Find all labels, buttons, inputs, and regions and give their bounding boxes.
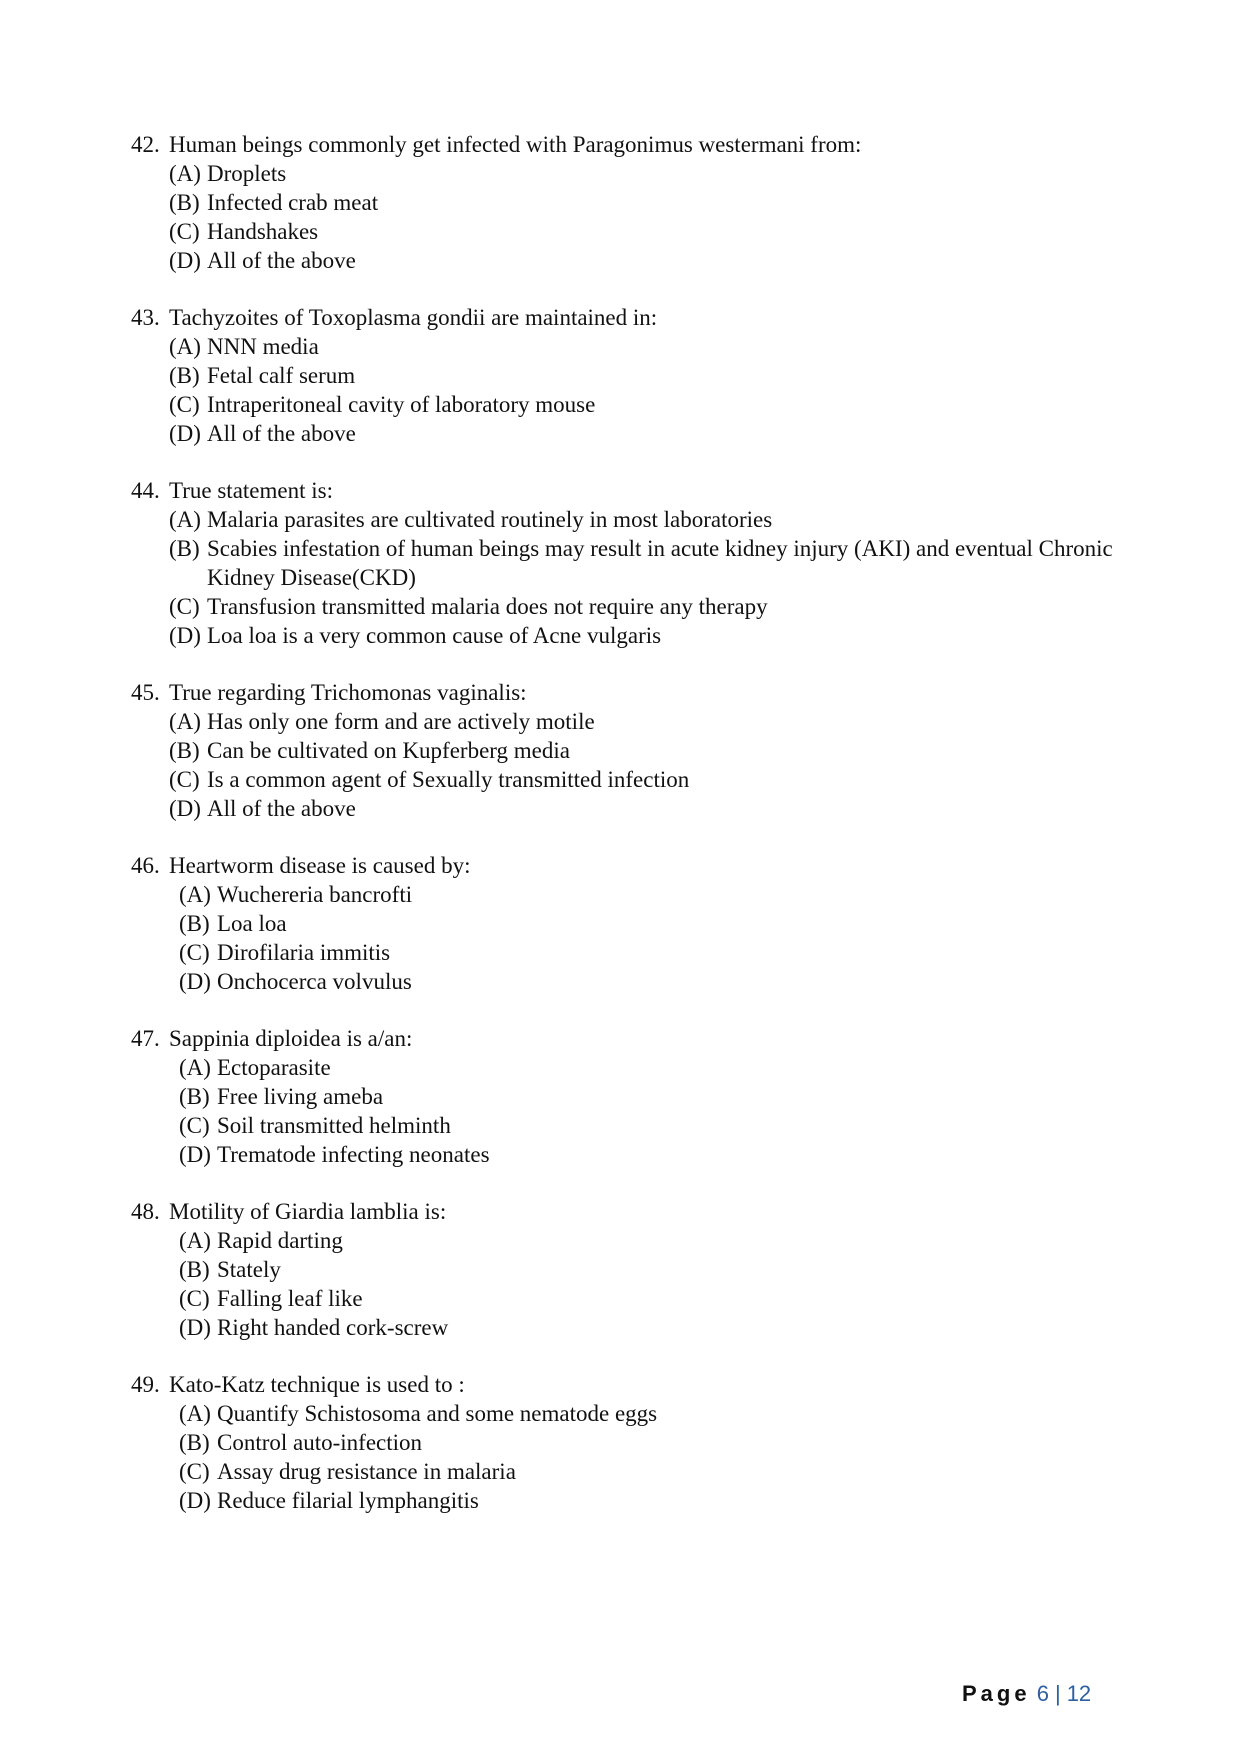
question-text: Kato-Katz technique is used to : — [169, 1372, 465, 1397]
option-letter: (B) — [179, 911, 210, 936]
option-item — [169, 332, 1131, 361]
option-item — [169, 159, 1131, 188]
question-number: 48. — [131, 1199, 160, 1224]
option-letter: (D) — [179, 1142, 211, 1167]
option-text: Stately — [217, 1257, 281, 1282]
option-letter: (B) — [169, 190, 200, 215]
question-text: Motility of Giardia lamblia is: — [169, 1199, 447, 1224]
question-6 — [131, 1024, 1131, 1169]
option-text: Malaria parasites are cultivated routinely in most laboratories — [207, 507, 773, 532]
question-text: True regarding Trichomonas vaginalis: — [169, 680, 527, 705]
option-text: Has only one form and are actively motile — [207, 709, 595, 734]
question-8 — [131, 1370, 1131, 1515]
option-letter: (C) — [179, 1286, 210, 1311]
question-text: True statement is: — [169, 478, 333, 503]
question-2 — [131, 303, 1131, 448]
option-text: Right handed cork-screw — [217, 1315, 449, 1340]
option-item — [169, 217, 1131, 246]
option-letter: (B) — [169, 536, 200, 561]
option-letter: (D) — [179, 1488, 211, 1513]
question-4 — [131, 678, 1131, 823]
option-item — [169, 361, 1131, 390]
option-text: Infected crab meat — [207, 190, 379, 215]
option-text: Dirofilaria immitis — [217, 940, 391, 965]
option-letter: (C) — [169, 594, 200, 619]
question-stem — [131, 678, 1131, 707]
question-text: Sappinia diploidea is a/an: — [169, 1026, 413, 1051]
option-text: Is a common agent of Sexually transmitted infection — [207, 767, 690, 792]
option-item — [169, 707, 1131, 736]
option-letter: (B) — [169, 363, 200, 388]
question-list — [131, 130, 1131, 1543]
option-letter: (D) — [169, 796, 201, 821]
question-stem — [131, 303, 1131, 332]
question-3 — [131, 476, 1131, 650]
option-letter: (A) — [179, 1228, 211, 1253]
option-item — [169, 736, 1131, 765]
option-list — [179, 1399, 1131, 1515]
option-item — [179, 938, 1131, 967]
option-item — [169, 390, 1131, 419]
option-item — [179, 1486, 1131, 1515]
option-letter: (C) — [169, 219, 200, 244]
option-list — [179, 1226, 1131, 1342]
option-text: Free living ameba — [217, 1084, 384, 1109]
option-list — [169, 332, 1131, 448]
option-text: Fetal calf serum — [207, 363, 356, 388]
option-letter: (A) — [179, 882, 211, 907]
option-list — [179, 1053, 1131, 1169]
option-letter: (D) — [169, 421, 201, 446]
option-letter: (D) — [169, 623, 201, 648]
option-text: Scabies infestation of human beings may result in acute kidney injury (AKI) and eventual Chronic Kidney Disease(CKD) — [207, 536, 1113, 590]
option-letter: (C) — [179, 1113, 210, 1138]
option-item — [169, 592, 1131, 621]
question-stem — [131, 1197, 1131, 1226]
option-text: Droplets — [207, 161, 287, 186]
option-letter: (A) — [169, 334, 201, 359]
option-text: Can be cultivated on Kupferberg media — [207, 738, 570, 763]
option-item — [179, 1313, 1131, 1342]
question-number: 44. — [131, 478, 160, 503]
question-text: Heartworm disease is caused by: — [169, 853, 471, 878]
question-number: 42. — [131, 132, 160, 157]
option-letter: (B) — [169, 738, 200, 763]
option-item — [179, 1457, 1131, 1486]
option-item — [179, 1399, 1131, 1428]
option-item — [169, 419, 1131, 448]
option-text: NNN media — [207, 334, 319, 359]
page-current: 6 — [1036, 1681, 1049, 1706]
option-letter: (A) — [169, 161, 201, 186]
option-item — [169, 188, 1131, 217]
option-item — [179, 1428, 1131, 1457]
question-number: 49. — [131, 1372, 160, 1397]
option-text: Control auto-infection — [217, 1430, 423, 1455]
option-item — [169, 794, 1131, 823]
option-text: Trematode infecting neonates — [217, 1142, 490, 1167]
option-item — [179, 1140, 1131, 1169]
option-text: All of the above — [207, 796, 356, 821]
option-item — [179, 909, 1131, 938]
question-7 — [131, 1197, 1131, 1342]
question-number: 45. — [131, 680, 160, 705]
option-item — [179, 1284, 1131, 1313]
option-letter: (A) — [179, 1401, 211, 1426]
option-list — [169, 707, 1131, 823]
option-item — [179, 1111, 1131, 1140]
page-label: Page — [962, 1681, 1031, 1706]
option-letter: (D) — [179, 969, 211, 994]
option-text: Reduce filarial lymphangitis — [217, 1488, 479, 1513]
question-stem — [131, 476, 1131, 505]
option-item — [169, 246, 1131, 275]
option-item — [169, 534, 1131, 592]
option-item — [169, 621, 1131, 650]
option-letter: (D) — [169, 248, 201, 273]
question-stem — [131, 1370, 1131, 1399]
option-item — [179, 1255, 1131, 1284]
option-item — [179, 880, 1131, 909]
option-item — [179, 1226, 1131, 1255]
page-total: 12 — [1066, 1681, 1092, 1706]
option-letter: (B) — [179, 1084, 210, 1109]
question-number: 43. — [131, 305, 160, 330]
option-text: Ectoparasite — [217, 1055, 331, 1080]
option-list — [179, 880, 1131, 996]
option-letter: (A) — [179, 1055, 211, 1080]
option-letter: (C) — [179, 940, 210, 965]
option-text: Transfusion transmitted malaria does not require any therapy — [207, 594, 768, 619]
option-letter: (C) — [169, 767, 200, 792]
option-text: Intraperitoneal cavity of laboratory mouse — [207, 392, 596, 417]
question-5 — [131, 851, 1131, 996]
option-letter: (D) — [179, 1315, 211, 1340]
option-text: Wuchereria bancrofti — [217, 882, 413, 907]
page-separator: | — [1054, 1681, 1061, 1706]
option-item — [169, 505, 1131, 534]
option-letter: (A) — [169, 709, 201, 734]
option-text: Loa loa is a very common cause of Acne vulgaris — [207, 623, 662, 648]
question-text: Human beings commonly get infected with Paragonimus westermani from: — [169, 132, 862, 157]
option-letter: (C) — [179, 1459, 210, 1484]
option-list — [169, 159, 1131, 275]
option-list — [169, 505, 1131, 650]
option-text: Onchocerca volvulus — [217, 969, 412, 994]
option-item — [169, 765, 1131, 794]
question-1 — [131, 130, 1131, 275]
option-item — [179, 1053, 1131, 1082]
question-stem — [131, 1024, 1131, 1053]
option-text: All of the above — [207, 248, 356, 273]
option-text: Soil transmitted helminth — [217, 1113, 451, 1138]
option-text: Assay drug resistance in malaria — [217, 1459, 516, 1484]
option-letter: (A) — [169, 507, 201, 532]
option-text: Handshakes — [207, 219, 319, 244]
question-number: 46. — [131, 853, 160, 878]
option-item — [179, 1082, 1131, 1111]
option-letter: (B) — [179, 1430, 210, 1455]
option-text: Falling leaf like — [217, 1286, 363, 1311]
page-footer — [962, 1681, 1091, 1707]
option-text: Quantify Schistosoma and some nematode eggs — [217, 1401, 658, 1426]
option-text: Loa loa — [217, 911, 287, 936]
question-number: 47. — [131, 1026, 160, 1051]
option-text: All of the above — [207, 421, 356, 446]
question-text: Tachyzoites of Toxoplasma gondii are maintained in: — [169, 305, 658, 330]
option-letter: (C) — [169, 392, 200, 417]
question-stem — [131, 851, 1131, 880]
option-item — [179, 967, 1131, 996]
option-text: Rapid darting — [217, 1228, 343, 1253]
question-stem — [131, 130, 1131, 159]
option-letter: (B) — [179, 1257, 210, 1282]
